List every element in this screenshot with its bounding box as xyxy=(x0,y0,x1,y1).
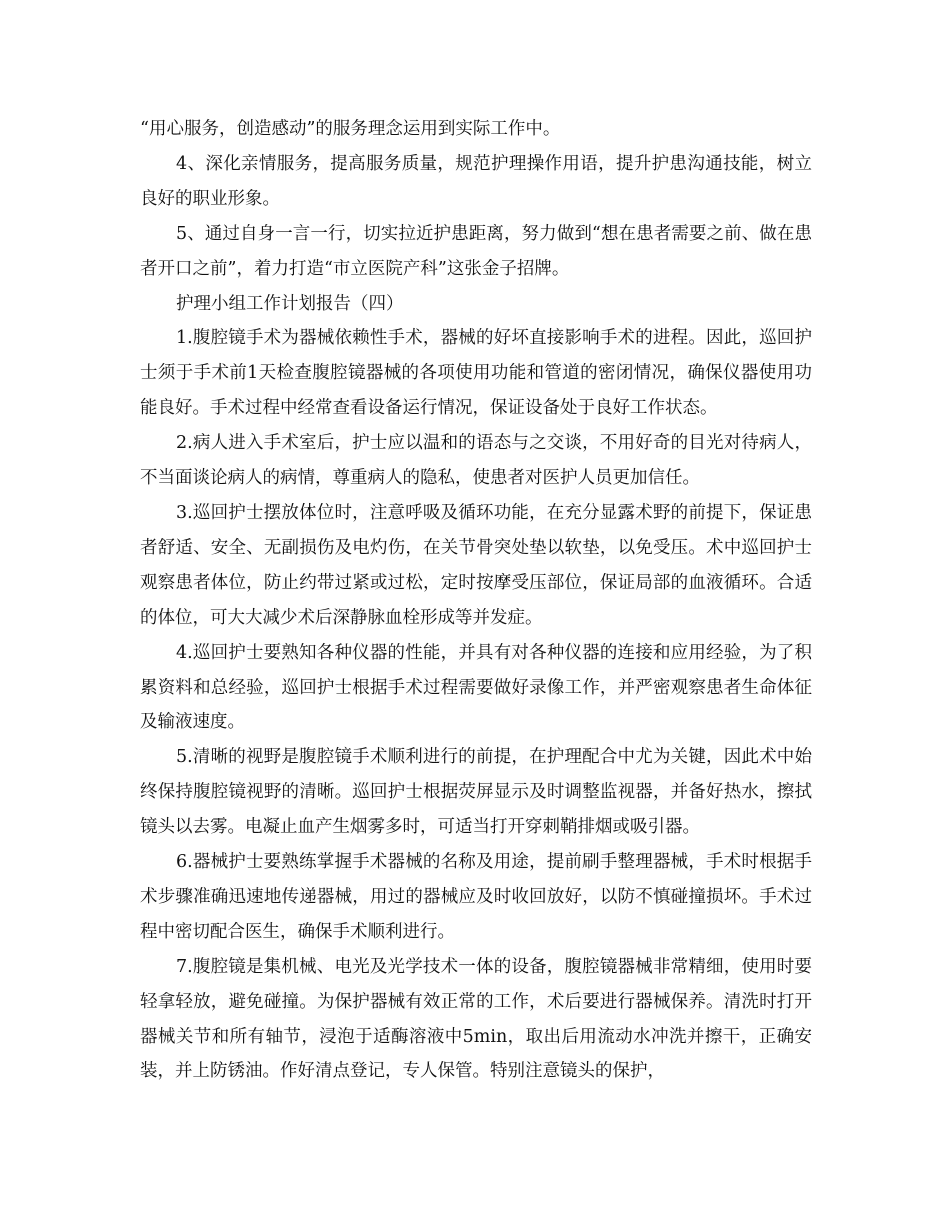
paragraph-step-4: 4.巡回护士要熟知各种仪器的性能，并具有对各种仪器的连接和应用经验，为了积累资料和总经验，巡回护士根据手术过程需要做好录像工作，并严密观察患者生命体征及输液速度。 xyxy=(140,642,812,733)
paragraph-item-5: 5、通过自身一言一行，切实拉近护患距离，努力做到“想在患者需要之前、做在患者开口之前”，着力打造“市立医院产科”这张金子招牌。 xyxy=(140,223,812,279)
section-heading: 护理小组工作计划报告（四） xyxy=(176,293,404,314)
paragraph-step-5: 5.清晰的视野是腹腔镜手术顺利进行的前提，在护理配合中尤为关键，因此术中始终保持腹腔镜视野的清晰。巡回护士根据荧屏显示及时调整监视器，并备好热水，擦拭镜头以去雾。电凝止血产生烟雾多时，可适当打开穿刺鞘排烟或吸引器。 xyxy=(140,747,812,838)
paragraph-service-concept: “用心服务，创造感动”的服务理念运用到实际工作中。 xyxy=(140,119,561,139)
paragraph-step-6: 6.器械护士要熟练掌握手术器械的名称及用途，提前刷手整理器械，手术时根据手术步骤准确迅速地传递器械，用过的器械应及时收回放好，以防不慎碰撞损坏。手术过程中密切配合医生，确保手术顺利进行。 xyxy=(140,852,812,942)
document-body xyxy=(140,112,812,1089)
paragraph-step-3: 3.巡回护士摆放体位时，注意呼吸及循环功能，在充分显露术野的前提下，保证患者舒适、安全、无副损伤及电灼伤，在关节骨突处垫以软垫，以免受压。术中巡回护士观察患者体位，防止约带过紧或过松，定时按摩受压部位，保证局部的血液循环。合适的体位，可大大减少术后深静脉血栓形成等并发症。 xyxy=(140,502,812,628)
paragraph-step-2: 2.病人进入手术室后，护士应以温和的语态与之交谈，不用好奇的目光对待病人，不当面谈论病人的病情，尊重病人的隐私，使患者对医护人员更加信任。 xyxy=(140,433,812,489)
paragraph-step-7: 7.腹腔镜是集机械、电光及光学技术一体的设备，腹腔镜器械非常精细，使用时要轻拿轻放，避免碰撞。为保护器械有效正常的工作，术后要进行器械保养。清洗时打开器械关节和所有轴节，浸泡于适酶溶液中5min，取出后用流动水冲洗并擦干，正确安装，并上防锈油。作好清点登记，专人保管。特别注意镜头的保护， xyxy=(140,956,812,1082)
paragraph-step-1: 1.腹腔镜手术为器械依赖性手术，器械的好坏直接影响手术的进程。因此，巡回护士须于手术前1天检查腹腔镜器械的各项使用功能和管道的密闭情况，确保仪器使用功能良好。手术过程中经常查看设备运行情况，保证设备处于良好工作状态。 xyxy=(140,328,812,419)
paragraph-item-4: 4、深化亲情服务，提高服务质量，规范护理操作用语，提升护患沟通技能，树立良好的职业形象。 xyxy=(140,153,812,209)
